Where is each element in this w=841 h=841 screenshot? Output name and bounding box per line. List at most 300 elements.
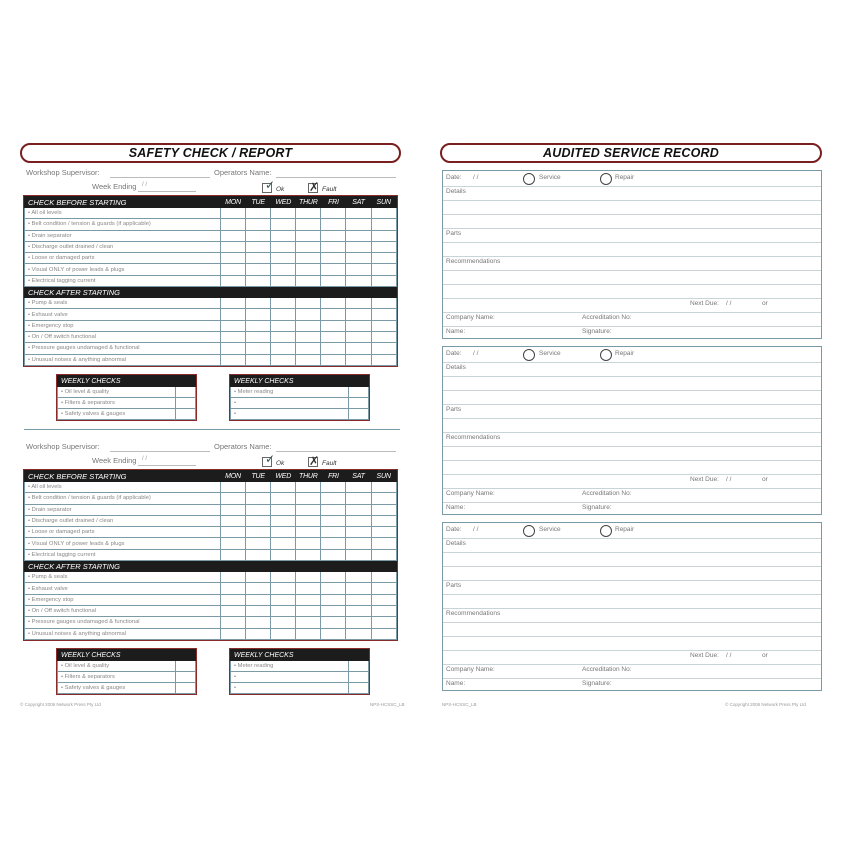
next-due-label: Next Due:: [690, 476, 719, 483]
fault-checkbox[interactable]: [308, 180, 320, 194]
service-label: Service: [539, 526, 561, 533]
day-check-cell[interactable]: [321, 493, 346, 504]
day-check-cell[interactable]: [296, 515, 321, 526]
day-check-cell[interactable]: [296, 241, 321, 252]
day-check-cell[interactable]: [321, 482, 346, 493]
day-header: SUN: [371, 197, 396, 208]
day-check-cell[interactable]: [221, 583, 246, 594]
next-due-field[interactable]: / /: [726, 476, 732, 483]
day-check-cell[interactable]: [371, 241, 396, 252]
day-check-cell[interactable]: [296, 583, 321, 594]
check-item-label: • Pump & seals: [25, 298, 221, 309]
ok-label: Ok: [276, 460, 285, 467]
service-label: Service: [539, 174, 561, 181]
day-check-cell[interactable]: [221, 538, 246, 549]
day-check-cell[interactable]: [296, 572, 321, 583]
operators-name-label: Operators Name:: [214, 442, 272, 451]
day-check-cell[interactable]: [346, 241, 371, 252]
day-check-cell[interactable]: [346, 527, 371, 538]
day-header: MON: [221, 471, 246, 482]
weekly-checks-label: WEEKLY CHECKS: [58, 376, 176, 387]
day-check-cell[interactable]: [271, 219, 296, 230]
operators-name-field[interactable]: [276, 177, 396, 178]
weekly-item-label: •: [231, 683, 349, 694]
ruled-line: [443, 488, 821, 489]
day-check-cell[interactable]: [321, 594, 346, 605]
day-check-cell[interactable]: [346, 515, 371, 526]
day-check-cell[interactable]: [271, 605, 296, 616]
ruled-line: [443, 636, 821, 637]
ruled-line: [443, 622, 821, 623]
check-item-label: • On / Off switch functional: [25, 605, 221, 616]
operators-name-field[interactable]: [276, 451, 396, 452]
day-header: FRI: [321, 197, 346, 208]
day-check-cell[interactable]: [246, 504, 271, 515]
parts-label: Parts: [446, 582, 462, 589]
weekly-checks-label: WEEKLY CHECKS: [231, 650, 349, 661]
day-check-cell[interactable]: [371, 482, 396, 493]
day-header: THUR: [296, 197, 321, 208]
table-row: [231, 683, 369, 694]
day-check-cell[interactable]: [346, 628, 371, 639]
day-check-cell[interactable]: [321, 549, 346, 560]
day-check-cell[interactable]: [296, 493, 321, 504]
section-divider: [24, 429, 400, 430]
workshop-supervisor-field[interactable]: [110, 451, 210, 452]
check-before-starting-header: [25, 197, 397, 208]
day-check-cell[interactable]: [296, 219, 321, 230]
check-item-label: • Visual ONLY of power leads & plugs: [25, 538, 221, 549]
weekly-item-label: • Oil level & quality: [58, 387, 176, 398]
table-row: [25, 549, 397, 560]
workshop-supervisor-field[interactable]: [110, 177, 210, 178]
weekly-check-cell[interactable]: [176, 683, 196, 694]
recommendations-label: Recommendations: [446, 258, 501, 265]
daily-checks-table: [24, 470, 397, 640]
day-check-cell[interactable]: [246, 572, 271, 583]
company-name-label: Company Name:: [446, 314, 495, 321]
day-check-cell[interactable]: [371, 527, 396, 538]
day-check-cell[interactable]: [271, 230, 296, 241]
accreditation-label: Accreditation No:: [582, 314, 632, 321]
checkmark-icon: ✓: [265, 178, 276, 192]
day-check-cell[interactable]: [246, 482, 271, 493]
day-check-cell[interactable]: [271, 482, 296, 493]
workshop-supervisor-label: Workshop Supervisor:: [26, 442, 100, 451]
day-check-cell[interactable]: [221, 208, 246, 219]
date-field[interactable]: / /: [473, 526, 479, 533]
or-label: or: [762, 300, 768, 307]
table-row: [25, 482, 397, 493]
ruled-line: [443, 678, 821, 679]
day-check-cell[interactable]: [371, 515, 396, 526]
table-row: [58, 661, 196, 672]
ruled-line: [443, 580, 821, 581]
weekly-checks-label: WEEKLY CHECKS: [58, 650, 176, 661]
recommendations-label: Recommendations: [446, 434, 501, 441]
form-code-footer: NPS-HCSSC_LB: [370, 702, 405, 707]
day-check-cell[interactable]: [246, 617, 271, 628]
table-row: [25, 594, 397, 605]
day-check-cell[interactable]: [246, 515, 271, 526]
day-check-cell[interactable]: [221, 605, 246, 616]
day-check-cell[interactable]: [271, 527, 296, 538]
day-check-cell[interactable]: [371, 628, 396, 639]
day-check-cell[interactable]: [246, 605, 271, 616]
service-radio[interactable]: [523, 525, 535, 537]
safety-report-title: SAFETY CHECK / REPORT: [20, 143, 401, 163]
day-check-cell[interactable]: [221, 230, 246, 241]
x-mark-icon: ✗: [309, 454, 320, 468]
ruled-line: [443, 404, 821, 405]
service-radio[interactable]: [523, 349, 535, 361]
day-check-cell[interactable]: [346, 583, 371, 594]
day-check-cell[interactable]: [271, 241, 296, 252]
checkmark-icon: ✓: [265, 452, 276, 466]
service-record-title: AUDITED SERVICE RECORD: [440, 143, 822, 163]
day-check-cell[interactable]: [221, 628, 246, 639]
ruled-line: [443, 312, 821, 313]
day-check-cell[interactable]: [246, 583, 271, 594]
day-check-cell[interactable]: [246, 230, 271, 241]
table-row: [25, 493, 397, 504]
day-check-cell[interactable]: [221, 515, 246, 526]
check-item-label: • Visual ONLY of power leads & plugs: [25, 264, 221, 275]
weekly-item-label: • Safety valves & gauges: [58, 409, 176, 420]
signature-label: Signature:: [582, 504, 612, 511]
repair-label: Repair: [615, 526, 635, 533]
day-check-cell[interactable]: [371, 549, 396, 560]
day-header: FRI: [321, 471, 346, 482]
day-check-cell[interactable]: [296, 594, 321, 605]
day-check-cell[interactable]: [346, 208, 371, 219]
day-check-cell[interactable]: [271, 628, 296, 639]
parts-label: Parts: [446, 406, 462, 413]
day-check-cell[interactable]: [221, 549, 246, 560]
details-label: Details: [446, 188, 466, 195]
check-item-label: • Unusual noises & anything abnormal: [25, 628, 221, 639]
day-check-cell[interactable]: [221, 493, 246, 504]
or-label: or: [762, 476, 768, 483]
day-header: THUR: [296, 471, 321, 482]
ruled-line: [443, 256, 821, 257]
weekly-item-label: •: [231, 672, 349, 683]
details-label: Details: [446, 540, 466, 547]
fault-label: Fault: [322, 460, 337, 467]
day-check-cell[interactable]: [221, 527, 246, 538]
check-after-starting-header-label: CHECK AFTER STARTING: [25, 287, 397, 298]
day-check-cell[interactable]: [246, 594, 271, 605]
week-ending-field[interactable]: / /: [142, 182, 148, 188]
table-row: [25, 208, 397, 219]
day-check-cell[interactable]: [221, 594, 246, 605]
day-check-cell[interactable]: [296, 549, 321, 560]
day-check-cell[interactable]: [346, 493, 371, 504]
weekly-check-cell[interactable]: [176, 650, 196, 661]
next-due-field[interactable]: / /: [726, 652, 732, 659]
weekly-meter-table: [230, 649, 369, 694]
weekly-check-cell[interactable]: [176, 661, 196, 672]
check-item-label: • Belt condition / tension & guards (if applicable): [25, 493, 221, 504]
ruled-line: [443, 474, 821, 475]
day-check-cell[interactable]: [271, 515, 296, 526]
day-check-cell[interactable]: [371, 208, 396, 219]
day-check-cell[interactable]: [271, 583, 296, 594]
day-check-cell[interactable]: [271, 208, 296, 219]
day-check-cell[interactable]: [371, 572, 396, 583]
day-check-cell[interactable]: [271, 538, 296, 549]
check-item-label: • Exhaust valve: [25, 583, 221, 594]
day-check-cell[interactable]: [271, 617, 296, 628]
repair-radio[interactable]: [600, 525, 612, 537]
day-check-cell[interactable]: [346, 572, 371, 583]
or-label: or: [762, 652, 768, 659]
ruled-line: [443, 298, 821, 299]
day-check-cell[interactable]: [321, 583, 346, 594]
day-check-cell[interactable]: [371, 504, 396, 515]
day-check-cell[interactable]: [346, 482, 371, 493]
date-field[interactable]: / /: [473, 350, 479, 357]
weekly-item-label: • Meter reading: [231, 387, 349, 398]
accreditation-label: Accreditation No:: [582, 666, 632, 673]
table-row: [25, 628, 397, 639]
date-field[interactable]: / /: [473, 174, 479, 181]
day-check-cell[interactable]: [371, 617, 396, 628]
day-check-cell[interactable]: [321, 527, 346, 538]
day-check-cell[interactable]: [371, 219, 396, 230]
next-due-label: Next Due:: [690, 300, 719, 307]
day-check-cell[interactable]: [246, 527, 271, 538]
weekly-checks-table: [57, 649, 196, 694]
day-check-cell[interactable]: [321, 504, 346, 515]
repair-label: Repair: [615, 174, 635, 181]
check-item-label: • Unusual noises & anything abnormal: [25, 354, 221, 365]
table-row: [58, 683, 196, 694]
safety-check-page: [18, 0, 405, 720]
fault-checkbox[interactable]: [308, 454, 320, 468]
table-row: [25, 538, 397, 549]
check-item-label: • Drain separator: [25, 230, 221, 241]
day-check-cell[interactable]: [371, 583, 396, 594]
ruled-line: [443, 186, 821, 187]
ruled-line: [443, 214, 821, 215]
day-check-cell[interactable]: [221, 219, 246, 230]
ruled-line: [443, 376, 821, 377]
day-check-cell[interactable]: [296, 628, 321, 639]
signature-label: Signature:: [582, 680, 612, 687]
day-check-cell[interactable]: [346, 549, 371, 560]
table-row: [25, 605, 397, 616]
day-check-cell[interactable]: [221, 504, 246, 515]
weekly-check-cell[interactable]: [349, 661, 369, 672]
date-label: Date:: [446, 526, 462, 533]
day-check-cell[interactable]: [346, 230, 371, 241]
weekly-item-label: • Oil level & quality: [58, 661, 176, 672]
day-check-cell[interactable]: [346, 617, 371, 628]
day-header: WED: [271, 471, 296, 482]
ruled-line: [443, 552, 821, 553]
check-item-label: • All oil levels: [25, 208, 221, 219]
day-check-cell[interactable]: [296, 482, 321, 493]
repair-radio[interactable]: [600, 349, 612, 361]
copyright-footer: © Copyright 2006 Network Press Pty Ltd: [20, 702, 101, 707]
day-check-cell[interactable]: [321, 628, 346, 639]
ok-checkbox[interactable]: [262, 178, 276, 193]
check-before-starting-header-label: CHECK BEFORE STARTING: [25, 471, 221, 482]
day-check-cell[interactable]: [346, 538, 371, 549]
weekly-check-cell[interactable]: [176, 672, 196, 683]
day-check-cell[interactable]: [271, 594, 296, 605]
day-check-cell[interactable]: [246, 219, 271, 230]
day-check-cell[interactable]: [296, 504, 321, 515]
day-check-cell[interactable]: [321, 538, 346, 549]
day-check-cell[interactable]: [296, 230, 321, 241]
weekly-checks-table-header: [58, 650, 196, 661]
day-check-cell[interactable]: [296, 208, 321, 219]
week-ending-field[interactable]: / /: [142, 456, 148, 462]
check-item-label: • Pressure gauges undamaged & functional: [25, 617, 221, 628]
day-check-cell[interactable]: [321, 208, 346, 219]
day-header: SUN: [371, 471, 396, 482]
day-check-cell[interactable]: [296, 605, 321, 616]
ruled-line: [443, 664, 821, 665]
day-check-cell[interactable]: [221, 572, 246, 583]
day-check-cell[interactable]: [371, 253, 396, 264]
fault-label: Fault: [322, 186, 337, 193]
day-check-cell[interactable]: [321, 230, 346, 241]
ruled-line: [443, 362, 821, 363]
accreditation-label: Accreditation No:: [582, 490, 632, 497]
day-check-cell[interactable]: [246, 538, 271, 549]
table-row: [58, 672, 196, 683]
day-check-cell[interactable]: [371, 594, 396, 605]
day-check-cell[interactable]: [346, 219, 371, 230]
next-due-field[interactable]: / /: [726, 300, 732, 307]
day-check-cell[interactable]: [371, 605, 396, 616]
day-check-cell[interactable]: [221, 482, 246, 493]
ruled-line: [443, 200, 821, 201]
weekly-check-cell[interactable]: [349, 683, 369, 694]
name-label: Name:: [446, 328, 466, 335]
day-check-cell[interactable]: [321, 253, 346, 264]
day-check-cell[interactable]: [271, 253, 296, 264]
ruled-line: [443, 228, 821, 229]
day-check-cell[interactable]: [321, 605, 346, 616]
ruled-line: [443, 418, 821, 419]
operators-name-label: Operators Name:: [214, 168, 272, 177]
day-check-cell[interactable]: [346, 504, 371, 515]
day-check-cell[interactable]: [221, 241, 246, 252]
weekly-check-cell[interactable]: [349, 672, 369, 683]
day-check-cell[interactable]: [321, 219, 346, 230]
ok-checkbox[interactable]: [262, 452, 276, 467]
check-item-label: • Emergency stop: [25, 320, 221, 331]
parts-label: Parts: [446, 230, 462, 237]
day-check-cell[interactable]: [371, 493, 396, 504]
service-label: Service: [539, 350, 561, 357]
day-check-cell[interactable]: [246, 628, 271, 639]
day-check-cell[interactable]: [271, 493, 296, 504]
weekly-item-label: • Filters & separators: [58, 672, 176, 683]
safety-check-section: [18, 0, 402, 417]
service-record-entry: [442, 522, 822, 691]
table-row: [231, 672, 369, 683]
weekly-item-label: • Filters & separators: [58, 398, 176, 409]
ruled-line: [443, 608, 821, 609]
week-ending-label: Week Ending: [92, 456, 137, 465]
day-check-cell[interactable]: [296, 527, 321, 538]
table-row: [25, 572, 397, 583]
day-check-cell[interactable]: [346, 605, 371, 616]
service-radio[interactable]: [523, 173, 535, 185]
check-item-label: • Discharge outlet drained / clean: [25, 241, 221, 252]
day-check-cell[interactable]: [246, 493, 271, 504]
check-item-label: • Emergency stop: [25, 594, 221, 605]
day-header: WED: [271, 197, 296, 208]
name-label: Name:: [446, 504, 466, 511]
check-item-label: • On / Off switch functional: [25, 331, 221, 342]
day-check-cell[interactable]: [246, 549, 271, 560]
ruled-line: [443, 390, 821, 391]
day-check-cell[interactable]: [321, 241, 346, 252]
day-check-cell[interactable]: [321, 617, 346, 628]
ruled-line: [443, 566, 821, 567]
day-check-cell[interactable]: [321, 515, 346, 526]
day-check-cell[interactable]: [296, 253, 321, 264]
date-label: Date:: [446, 174, 462, 181]
ruled-line: [443, 284, 821, 285]
weekly-check-cell[interactable]: [349, 650, 369, 661]
week-ending-underline: [138, 465, 196, 466]
day-check-cell[interactable]: [246, 253, 271, 264]
repair-label: Repair: [615, 350, 635, 357]
check-item-label: • Discharge outlet drained / clean: [25, 515, 221, 526]
weekly-checks-label: WEEKLY CHECKS: [231, 376, 349, 387]
ruled-line: [443, 460, 821, 461]
day-check-cell[interactable]: [221, 253, 246, 264]
day-check-cell[interactable]: [271, 572, 296, 583]
day-check-cell[interactable]: [271, 549, 296, 560]
day-check-cell[interactable]: [346, 594, 371, 605]
table-row: [231, 661, 369, 672]
form-code-footer: NPS-HCSSC_LB: [442, 702, 477, 707]
check-item-label: • Loose or damaged parts: [25, 253, 221, 264]
day-check-cell[interactable]: [246, 208, 271, 219]
day-check-cell[interactable]: [246, 241, 271, 252]
check-item-label: • Pressure gauges undamaged & functional: [25, 343, 221, 354]
day-header: TUE: [246, 197, 271, 208]
day-check-cell[interactable]: [221, 617, 246, 628]
service-record-entry: [442, 170, 822, 339]
day-check-cell[interactable]: [296, 617, 321, 628]
day-check-cell[interactable]: [371, 538, 396, 549]
check-after-starting-header-label: CHECK AFTER STARTING: [25, 561, 397, 572]
weekly-meter-table-header: [231, 650, 369, 661]
company-name-label: Company Name:: [446, 666, 495, 673]
table-row: [25, 617, 397, 628]
week-ending-label: Week Ending: [92, 182, 137, 191]
check-before-starting-header-label: CHECK BEFORE STARTING: [25, 197, 221, 208]
day-check-cell[interactable]: [321, 572, 346, 583]
check-item-label: • Pump & seals: [25, 572, 221, 583]
day-check-cell[interactable]: [296, 538, 321, 549]
day-check-cell[interactable]: [371, 230, 396, 241]
day-check-cell[interactable]: [271, 504, 296, 515]
repair-radio[interactable]: [600, 173, 612, 185]
table-row: [25, 515, 397, 526]
weekly-item-label: • Meter reading: [231, 661, 349, 672]
day-check-cell[interactable]: [346, 253, 371, 264]
